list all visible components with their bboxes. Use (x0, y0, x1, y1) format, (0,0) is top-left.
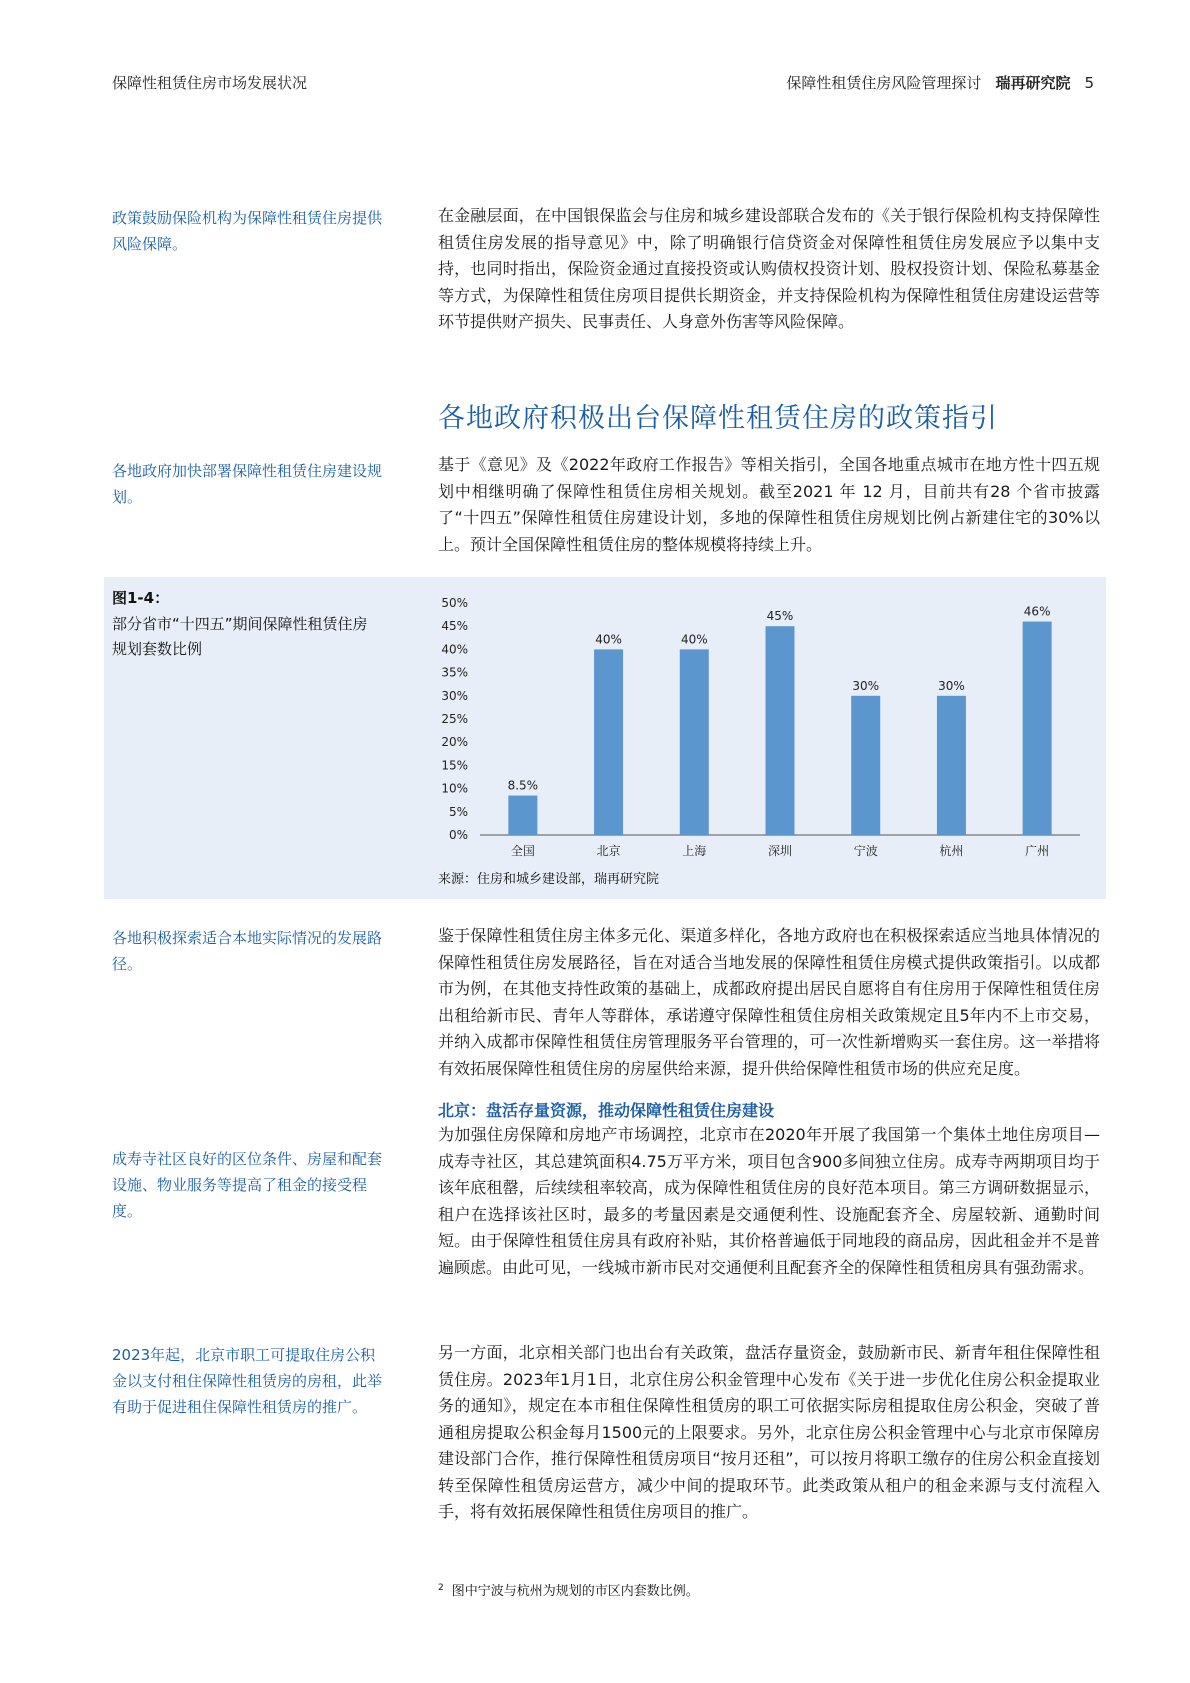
paragraph-local-planning: 基于《意见》及《2022年政府工作报告》等相关指引，全国各地重点城市在地方性十四五规划中相继明确了保障性租赁住房相关规划。截至2021 年 12 月，目前共有28 个省市披露了“十四五”保障性租赁住房建设计划，多地的保障性租赁住房规划比例占新建住宅的30%以上。预计全国保障性租赁住房的整体规模将持续上升。 (438, 455, 1100, 554)
x-category-label: 北京 (596, 844, 621, 858)
y-tick-label: 15% (441, 758, 468, 773)
bar-6 (1023, 622, 1052, 835)
figure-title: 部分省市“十四五”期间保障性租赁住房规划套数比例 (112, 615, 368, 658)
bar-3 (766, 626, 795, 835)
bar-value-label: 30% (852, 678, 880, 693)
bar-value-label: 40% (680, 632, 708, 647)
y-tick-label: 50% (441, 596, 468, 610)
x-category-label: 杭州 (939, 844, 964, 858)
sidenote-chengshousi: 成寿寺社区良好的区位条件、房屋和配套设施、物业服务等提高了租金的接受程度。 (112, 1150, 383, 1220)
footnote (438, 1580, 699, 1599)
y-tick-label: 35% (441, 665, 468, 680)
y-tick-label: 5% (448, 804, 468, 819)
y-tick-label: 10% (441, 781, 468, 796)
x-category-label: 全国 (510, 844, 535, 858)
sidenote-housing-fund: 2023年起，北京市职工可提取住房公积金以支付租住保障性租赁房的房租，此举有助于促进租住保障性租赁房的推广。 (112, 1346, 383, 1416)
x-category-label: 宁波 (853, 844, 878, 858)
paragraph-finance: 在金融层面，在中国银保监会与住房和城乡建设部联合发布的《关于银行保险机构支持保障性租赁住房发展的指导意见》中，除了明确银行信贷资金对保障性租赁住房发展应予以集中支持，也同时指出，保险资金通过直接投资或认购债权投资计划、股权投资计划、保险私募基金等方式，为保障性租赁住房项目提供长期资金，并支持保险机构为保障性租赁住房建设运营等环节提供财产损失、民事责任、人身意外伤害等风险保障。 (438, 206, 1100, 331)
running-header-right (786, 72, 1094, 93)
section-title: 各地政府积极出台保障性租赁住房的政策指引 (438, 403, 998, 434)
sidenote-local-planning: 各地政府加快部署保障性租赁住房建设规划。 (112, 462, 383, 506)
figure-number: 图1-4： (112, 589, 170, 607)
subheading-beijing: 北京：盘活存量资源，推动保障性租赁住房建设 (438, 1101, 775, 1120)
x-category-label: 上海 (682, 844, 707, 858)
y-tick-label: 25% (441, 712, 468, 726)
y-tick-label: 30% (441, 688, 468, 703)
bar-value-label: 40% (595, 632, 622, 647)
paragraph-housing-fund: 另一方面，北京相关部门也出台有关政策，盘活存量资金，鼓励新市民、新青年租住保障性租赁住房。2023年1月1日，北京住房公积金管理中心发布《关于进一步优化住房公积金提取业务的通知》，规定在本市租住保障性租赁房的职工可依据实际房租提取住房公积金，突破了普通租房提取公积金每月1500元的上限要求。另外，北京住房公积金管理中心与北京市保障房建设部门合作，推行保障性租赁房项目“按月还租”，可以按月将职工缴存的住房公积金直接划转至保障性租赁房运营方，减少中间的提取环节。此类政策从租户的租金来源与支付流程入手，将有效拓展保障性租赁住房项目的推广。 (438, 1343, 1100, 1521)
running-header-left: 保障性租赁住房市场发展状况 (112, 74, 308, 92)
bar-value-label: 46% (1023, 604, 1051, 619)
bar-2 (680, 649, 709, 835)
y-tick-label: 45% (441, 619, 468, 634)
footnote-text: 图中宁波与杭州为规划的市区内套数比例。 (451, 1584, 699, 1599)
paragraph-beijing-project: 为加强住房保障和房地产市场调控，北京市在2020年开展了我国第一个集体土地住房项目—成寿寺社区，其总建筑面积4.75万平方米，项目包含900多间独立住房。成寿寺两期项目均于该年底租罄，后续续租率较高，成为保障性租赁住房的良好范本项目。第三方调研数据显示，租户在选择该社区时，最多的考量因素是交通便利性、设施配套齐全、房屋较新、通勤时间短。由于保障性租赁住房具有政府补贴，其价格普遍低于同地段的商品房，因此租金并不是普遍顾虑。由此可见，一线城市新市民对交通便利且配套齐全的保障性租赁租房具有强劲需求。 (438, 1125, 1100, 1277)
sidenote-local-exploration: 各地积极探索适合本地实际情况的发展路径。 (112, 929, 383, 973)
brand-name: 瑞再研究院 (995, 74, 1071, 92)
figure-source: 来源：住房和城乡建设部，瑞再研究院 (438, 872, 660, 887)
bar-value-label: 8.5% (507, 778, 539, 793)
bar-value-label: 30% (938, 678, 965, 693)
x-category-label: 深圳 (767, 844, 793, 858)
y-tick-label: 40% (441, 642, 468, 657)
y-tick-label: 20% (441, 735, 468, 750)
sidenote-insurance-support: 政策鼓励保险机构为保障性租赁住房提供风险保障。 (112, 209, 383, 253)
bar-chart (430, 585, 1090, 865)
bar-5 (937, 696, 966, 835)
bar-value-label: 45% (766, 609, 794, 624)
running-header-title: 保障性租赁住房风险管理探讨 (786, 74, 982, 92)
paragraph-chengdu: 鉴于保障性租赁住房主体多元化、渠道多样化，各地方政府也在积极探索适应当地具体情况的保障性租赁住房发展路径，旨在对适合当地发展的保障性租赁住房模式提供政策指引。以成都市为例，在其他支持性政策的基础上，成都政府提出居民自愿将自有住房用于保障性租赁住房出租给新市民、青年人等群体，承诺遵守保障性租赁住房相关政策规定且5年内不上市交易，并纳入成都市保障性租赁住房管理服务平台管理的，可一次性新增购买一套住房。这一举措将有效拓展保障性租赁住房的房屋供给来源，提升供给保障性租赁市场的供应充足度。 (438, 926, 1100, 1078)
bar-0 (508, 796, 537, 835)
y-tick-label: 0% (448, 828, 468, 842)
bar-4 (851, 696, 880, 835)
page-number: 5 (1084, 74, 1094, 92)
footnote-mark: 2 (438, 1582, 444, 1593)
bar-1 (594, 649, 623, 835)
x-category-label: 广州 (1025, 844, 1050, 858)
